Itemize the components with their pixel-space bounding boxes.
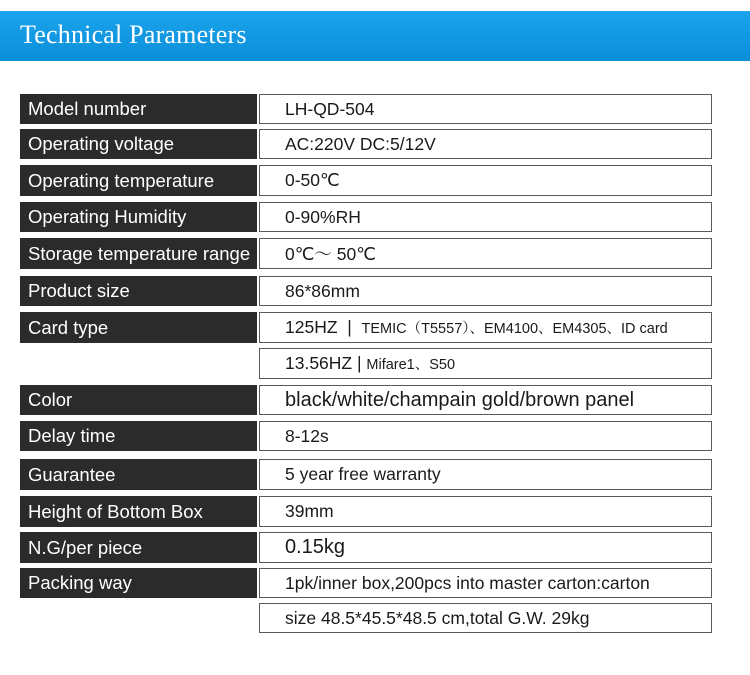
spec-row-packing-way-continued — [20, 603, 712, 633]
spec-label: Operating Humidity — [20, 202, 257, 232]
spec-label: N.G/per piece — [20, 532, 257, 563]
spec-row-operating-temperature — [20, 165, 712, 196]
spec-label: Model number — [20, 94, 257, 124]
spec-label: Card type — [20, 312, 257, 343]
spec-value: 0.15kg — [259, 532, 712, 563]
spec-row-model-number — [20, 94, 712, 124]
spec-row-bottom-box-height — [20, 496, 712, 527]
spec-row-packing-way — [20, 568, 712, 598]
spec-row-product-size — [20, 276, 712, 306]
spec-label: Color — [20, 385, 257, 415]
spec-value: 5 year free warranty — [259, 459, 712, 490]
spec-value: AC:220V DC:5/12V — [259, 129, 712, 159]
spec-value: 0-90%RH — [259, 202, 712, 232]
spec-label: Height of Bottom Box — [20, 496, 257, 527]
spec-value: 0-50℃ — [259, 165, 712, 196]
spec-value: 0℃～ 50℃ — [259, 238, 712, 269]
spec-row-net-weight — [20, 532, 712, 563]
spec-row-storage-temperature — [20, 238, 712, 269]
spec-label: Storage temperature range — [20, 238, 257, 269]
spec-value — [259, 312, 712, 343]
spec-row-color — [20, 385, 712, 415]
spec-label: Delay time — [20, 421, 257, 451]
spec-value: 86*86mm — [259, 276, 712, 306]
spec-label: Product size — [20, 276, 257, 306]
card-type-frequency-125: 125HZ | — [285, 317, 362, 337]
card-type-detail-125: TEMIC（T5557）、EM4100、EM4305、ID card — [361, 321, 668, 337]
spec-row-operating-humidity — [20, 202, 712, 232]
spec-row-guarantee — [20, 459, 712, 490]
spec-row-card-type-continued — [20, 348, 712, 379]
spec-value — [259, 348, 712, 379]
spec-row-delay-time — [20, 421, 712, 451]
spec-value: size 48.5*45.5*48.5 cm,total G.W. 29kg — [259, 603, 712, 633]
card-type-frequency-1356: 13.56HZ | — [285, 353, 367, 373]
card-type-detail-1356: Mifare1、S50 — [366, 357, 456, 373]
spec-row-operating-voltage — [20, 129, 712, 159]
spec-value: 1pk/inner box,200pcs into master carton:carton — [259, 568, 712, 598]
spec-value: 39mm — [259, 496, 712, 527]
page-title: Technical Parameters — [20, 20, 247, 49]
spec-value: 8-12s — [259, 421, 712, 451]
spec-label: Operating temperature — [20, 165, 257, 196]
spec-label: Operating voltage — [20, 129, 257, 159]
spec-value: black/white/champain gold/brown panel — [259, 385, 712, 415]
spec-label: Packing way — [20, 568, 257, 598]
spec-value: LH-QD-504 — [259, 94, 712, 124]
spec-label: Guarantee — [20, 459, 257, 490]
spec-row-card-type — [20, 312, 712, 343]
